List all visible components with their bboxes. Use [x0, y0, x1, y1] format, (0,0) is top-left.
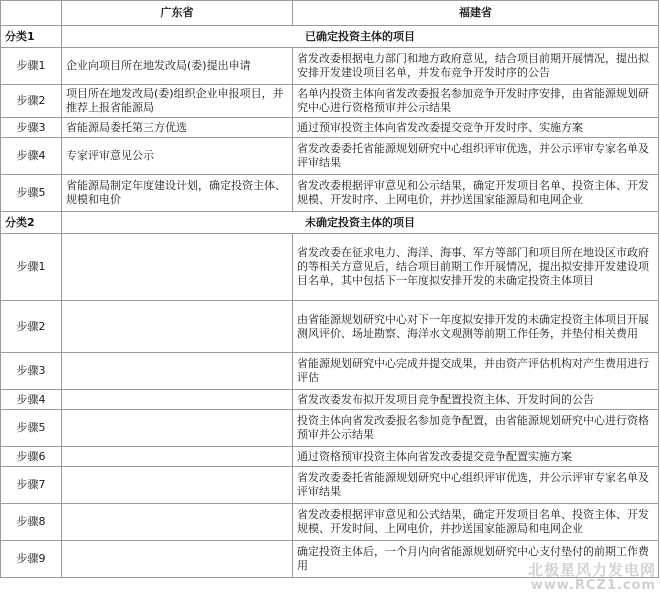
- step-row: [1, 467, 659, 504]
- step-row: [1, 541, 659, 578]
- step-row: [1, 118, 659, 138]
- guangdong-cell: 专家评审意见公示: [62, 138, 293, 175]
- fujian-cell: 省发改委委托省能源规划研究中心组织评审优选，并公示评审专家名单及评审结果: [293, 467, 659, 504]
- fujian-cell: 名单内投资主体向省发改委报名参加竞争开发时序安排，由省能源规划研究中心进行资格预审并公示结果: [293, 85, 659, 118]
- header-cell-fujian: 福建省: [293, 1, 659, 26]
- fujian-cell: 省发改委根据评审意见和公示结果，确定开发项目名单、投资主体、开发规模、开发时序、上网电价，并抄送国家能源局和电网企业: [293, 175, 659, 212]
- guangdong-cell: [62, 504, 293, 541]
- fujian-cell: 省发改委根据电力部门和地方政府意见，结合项目前期开展情况，提出拟安排开发建设项目名单，并发布竞争开发时序的公告: [293, 48, 659, 85]
- watermark-url: www.RCZ1.com: [530, 578, 656, 593]
- step-label: 步骤3: [1, 118, 62, 138]
- guangdong-cell: [62, 234, 293, 301]
- guangdong-cell: [62, 390, 293, 410]
- header-row: [1, 1, 659, 26]
- step-label: 步骤7: [1, 467, 62, 504]
- step-label: 步骤8: [1, 504, 62, 541]
- category-row: [1, 212, 659, 234]
- fujian-cell: 省发改委在征求电力、海洋、海事、军方等部门和项目所在地设区市政府的等相关方意见后，结合项目前期工作开展情况，提出拟安排开发建设项目名单，其中包括下一年度拟安排开发的未确定投资主体项目: [293, 234, 659, 301]
- guangdong-cell: [62, 301, 293, 353]
- step-row: [1, 85, 659, 118]
- category-row: [1, 26, 659, 48]
- fujian-cell: 省发改委委托省能源规划研究中心组织评审优选，并公示评审专家名单及评审结果: [293, 138, 659, 175]
- category-title: 未确定投资主体的项目: [62, 212, 659, 234]
- step-label: 步骤2: [1, 301, 62, 353]
- step-label: 步骤4: [1, 138, 62, 175]
- step-label: 步骤3: [1, 353, 62, 390]
- category-label: 分类2: [1, 212, 62, 234]
- fujian-cell: 投资主体向省发改委报名参加竞争配置，由省能源规划研究中心进行资格预审并公示结果: [293, 410, 659, 447]
- step-label: 步骤1: [1, 48, 62, 85]
- step-row: [1, 390, 659, 410]
- step-row: [1, 447, 659, 467]
- category-label: 分类1: [1, 26, 62, 48]
- step-label: 步骤2: [1, 85, 62, 118]
- step-row: [1, 353, 659, 390]
- step-row: [1, 410, 659, 447]
- guangdong-cell: 省能源局制定年度建设计划，确定投资主体、规模和电价: [62, 175, 293, 212]
- comparison-table-body: [1, 1, 659, 578]
- watermark-brand: 北极星风力发电网: [527, 561, 656, 579]
- header-cell-blank: [1, 1, 62, 26]
- step-label: 步骤9: [1, 541, 62, 578]
- fujian-cell: 通过资格预审投资主体向省发改委提交竞争配置实施方案: [293, 447, 659, 467]
- step-row: [1, 301, 659, 353]
- step-label: 步骤1: [1, 234, 62, 301]
- fujian-cell: 由省能源规划研究中心对下一年度拟安排开发的未确定投资主体项目开展测风评价、场址勘察、海洋水文观测等前期工作任务，并垫付相关费用: [293, 301, 659, 353]
- guangdong-cell: [62, 541, 293, 578]
- step-row: [1, 175, 659, 212]
- guangdong-cell: [62, 353, 293, 390]
- guangdong-cell: [62, 467, 293, 504]
- guangdong-cell: 省能源局委托第三方优选: [62, 118, 293, 138]
- category-title: 已确定投资主体的项目: [62, 26, 659, 48]
- guangdong-cell: 企业向项目所在地发改局(委)提出申请: [62, 48, 293, 85]
- fujian-cell: 省发改委根据评审意见和公式结果，确定开发项目名单、投资主体、开发规模、开发时间、上网电价，并抄送国家能源局和电网企业: [293, 504, 659, 541]
- fujian-cell: 省发改委发布拟开发项目竞争配置投资主体、开发时间的公告: [293, 390, 659, 410]
- step-row: [1, 138, 659, 175]
- fujian-cell: 确定投资主体后，一个月内向省能源规划研究中心支付垫付的前期工作费用: [293, 541, 659, 578]
- step-label: 步骤6: [1, 447, 62, 467]
- step-label: 步骤5: [1, 410, 62, 447]
- guangdong-cell: [62, 447, 293, 467]
- fujian-cell: 通过预审投资主体向省发改委提交竞争开发时序、实施方案: [293, 118, 659, 138]
- step-row: [1, 234, 659, 301]
- header-cell-guangdong: 广东省: [62, 1, 293, 26]
- step-label: 步骤4: [1, 390, 62, 410]
- step-label: 步骤5: [1, 175, 62, 212]
- step-row: [1, 48, 659, 85]
- step-row: [1, 504, 659, 541]
- fujian-cell: 省能源规划研究中心完成并提交成果，并由资产评估机构对产生费用进行评估: [293, 353, 659, 390]
- guangdong-cell: [62, 410, 293, 447]
- guangdong-cell: 项目所在地发改局(委)组织企业申报项目，并推荐上报省能源局: [62, 85, 293, 118]
